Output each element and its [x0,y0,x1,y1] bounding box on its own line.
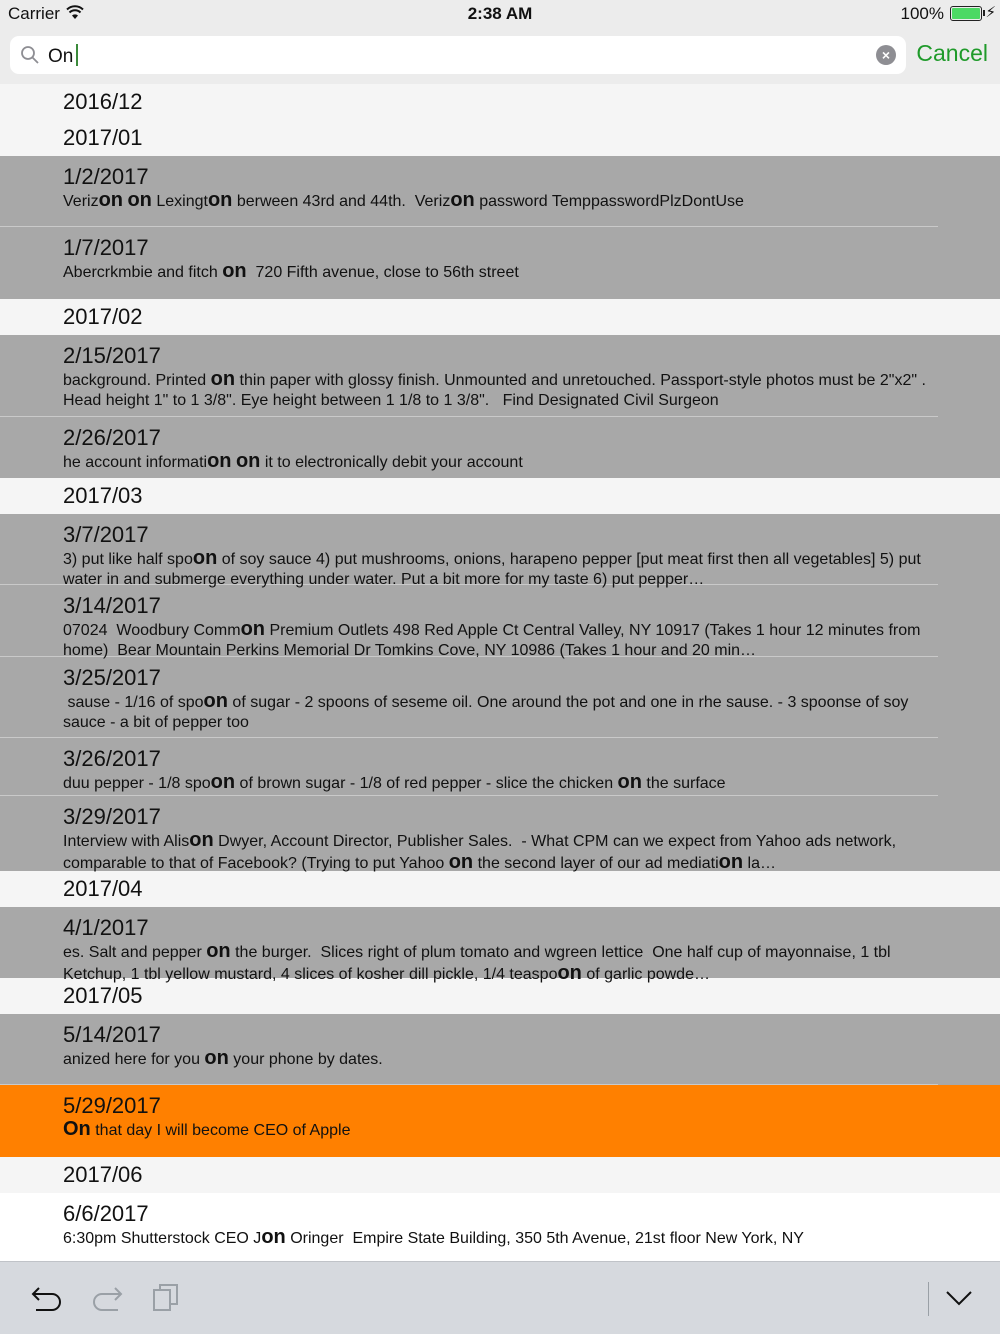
undo-icon[interactable] [30,1280,64,1319]
entry-snippet: Abercrkmbie and fitch on 720 Fifth avenue, close to 56th street [63,260,519,282]
search-input[interactable] [10,36,906,74]
battery-percent: 100% [900,4,944,23]
entry-snippet: sause - 1/16 of spoon of sugar - 2 spoons of seseme oil. One around the pot and one in rhe sause. - 3 spoonse of soy sauce - a bit of pepper too [63,690,913,731]
entry-date: 5/29/2017 [63,1093,161,1118]
list-item[interactable] [0,585,938,657]
entry-snippet: duu pepper - 1/8 spoon of brown sugar - 1/8 of red pepper - slice the chicken on the surface [63,771,726,793]
list-item[interactable] [0,738,938,796]
list-item[interactable] [0,335,938,417]
month-header: 2017/01 [0,120,1000,156]
entry-snippet: es. Salt and pepper on the burger. Slices right of plum tomato and wgreen lettice One half cup of mayonnaise, 1 tbl Ketchup, 1 tbl yellow mustard, 4 slices of kosher dill pickle, 1/4 teaspoon of garlic powde… [63,940,896,984]
list-item[interactable] [0,1014,938,1085]
entry-date: 3/7/2017 [63,522,149,547]
entry-date: 1/7/2017 [63,235,149,260]
text-caret [76,44,78,66]
entry-snippet: Interview with Alison Dwyer, Account Director, Publisher Sales. - What CPM can we expect from Yahoo ads network, comparable to that of Facebook? (Trying to put Yahoo on the second layer of our ad mediation la… [63,829,901,873]
month-header: 2017/05 [0,978,1000,1014]
bottom-toolbar [0,1261,1000,1334]
month-header: 2017/02 [0,299,1000,335]
charging-icon: ⚡ [985,4,996,21]
carrier-label: Carrier [8,4,60,23]
entry-date: 1/2/2017 [63,164,149,189]
entry-date: 3/26/2017 [63,746,161,771]
copy-icon[interactable] [150,1280,184,1319]
entry-snippet: anized here for you on your phone by dates. [63,1047,383,1069]
month-header: 2017/06 [0,1157,1000,1193]
entry-date: 4/1/2017 [63,915,149,940]
month-group [0,1014,1000,1157]
month-group [0,514,1000,871]
entry-date: 2/15/2017 [63,343,161,368]
chevron-down-icon[interactable] [942,1280,976,1319]
search-icon [20,45,40,70]
redo-icon[interactable] [90,1280,124,1319]
entry-date: 3/14/2017 [63,593,161,618]
list-item[interactable] [0,1193,938,1264]
list-item[interactable] [0,227,1000,299]
month-header: 2017/04 [0,871,1000,907]
list-item[interactable] [0,514,938,588]
search-bar [0,28,1000,84]
entry-snippet: On that day I will become CEO of Apple [63,1118,351,1140]
list-item[interactable] [0,796,1000,873]
entry-date: 2/26/2017 [63,425,161,450]
entry-date: 3/25/2017 [63,665,161,690]
month-group [0,907,1000,984]
battery-icon [950,6,982,21]
list-item[interactable] [0,657,938,738]
list-item[interactable] [0,417,1000,478]
entry-snippet: he account information on it to electronically debit your account [63,450,523,472]
month-group [0,335,1000,478]
entry-snippet: 6:30pm Shutterstock CEO Jon Oringer Empire State Building, 350 5th Avenue, 21st floor New York, NY [63,1226,804,1248]
entry-date: 5/14/2017 [63,1022,161,1047]
month-group [0,156,1000,299]
status-time: 2:38 AM [467,4,533,23]
entry-snippet: background. Printed on thin paper with glossy finish. Unmounted and unretouched. Passport-style photos must be 2"x2" . Head height 1" to 1 3/8". Eye height between 1 1/8 to 1 3/8". Find Designated Civil Surgeon [63,368,931,409]
entry-snippet: Verizon on Lexington berween 43rd and 44th. Verizon password TemppasswordPlzDontUse [63,189,744,211]
entry-date: 3/29/2017 [63,804,161,829]
month-group [0,1193,1000,1264]
list-item[interactable] [0,156,938,227]
list-item[interactable] [0,1085,1000,1157]
status-bar [0,0,1000,28]
search-query[interactable]: On [48,44,78,68]
entry-snippet: 07024 Woodbury Common Premium Outlets 498 Red Apple Ct Central Valley, NY 10917 (Takes 1 hour 12 minutes from home) Bear Mountain Perkins Memorial Dr Tomkins Cove, NY 10986 (Takes 1 hour and 20 min… [63,618,925,659]
clear-icon[interactable]: × [876,45,896,65]
toolbar-divider [928,1282,929,1316]
month-header: 2016/12 [0,84,1000,120]
entry-date: 6/6/2017 [63,1201,149,1226]
cancel-button[interactable]: Cancel [916,40,988,66]
entry-snippet: 3) put like half spoon of soy sauce 4) put mushrooms, onions, harapeno pepper [put meat first then all vegetables] 5) put water in and submerge everything under water. Put a bit more for my taste 6) put pepper… [63,547,926,588]
month-header: 2017/03 [0,478,1000,514]
list-item[interactable] [0,907,1000,984]
results-list[interactable] [0,84,1000,1261]
